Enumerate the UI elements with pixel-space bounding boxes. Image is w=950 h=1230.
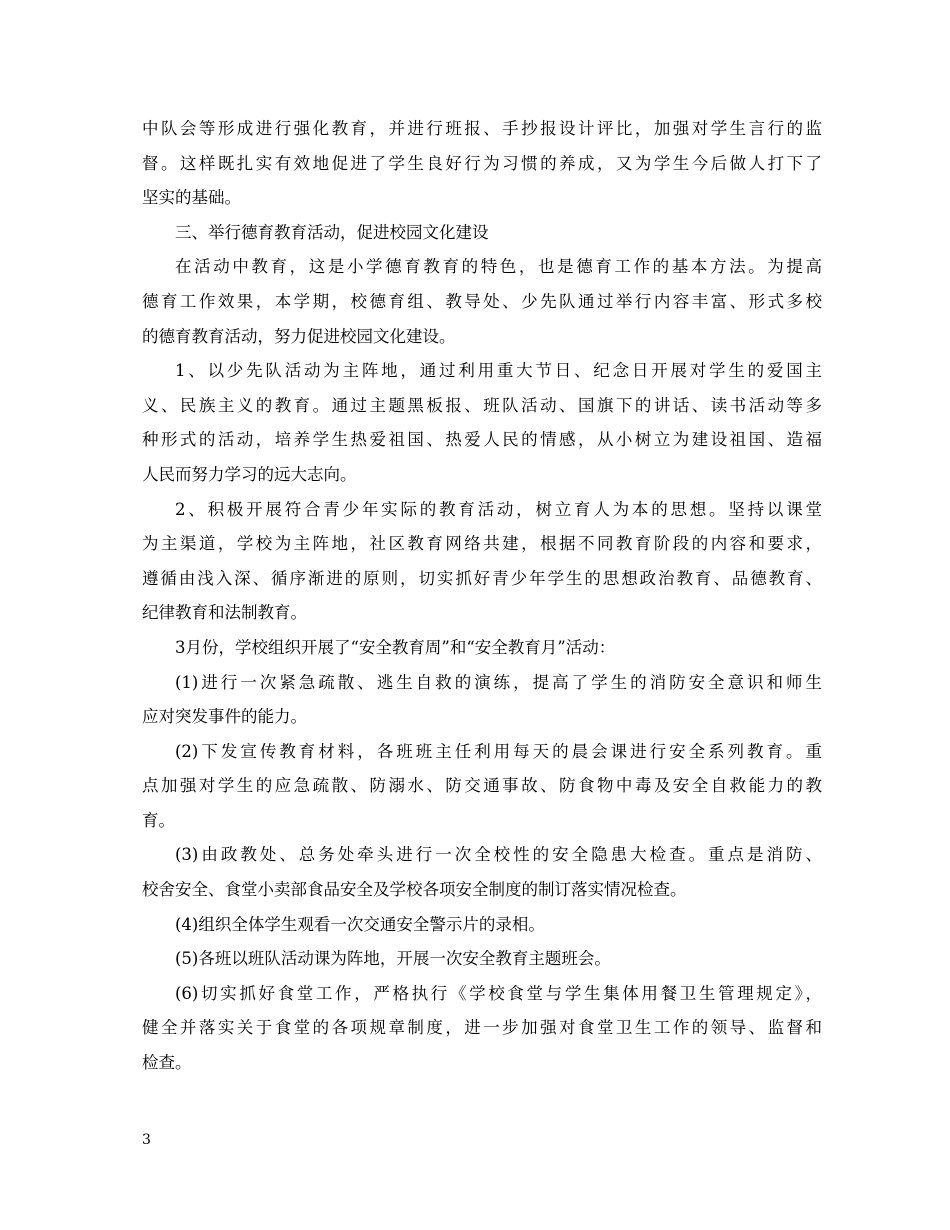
text-line: 点加强对学生的应急疏散、防溺水、防交通事故、防食物中毒及安全自救能力的教 — [142, 776, 822, 796]
text-line: 3月份，学校组织开展了“安全教育周”和“安全教育月”活动： — [175, 637, 616, 657]
text-line: 中队会等形成进行强化教育，并进行班报、手抄报设计评比，加强对学生言行的监 — [142, 119, 822, 138]
text-line: 的德育教育活动，努力促进校园文化建设。 — [142, 326, 456, 346]
text-line: 应对突发事件的能力。 — [142, 707, 307, 727]
text-line: 检查。 — [142, 1053, 192, 1073]
text-line: 坚实的基础。 — [142, 188, 241, 208]
text-line: (2)下发宣传教育材料，各班班主任利用每天的晨会课进行安全系列教育。重 — [175, 741, 822, 761]
text-line: 督。这样既扎实有效地促进了学生良好行为习惯的养成，又为学生今后做人打下了 — [142, 153, 822, 173]
text-line: 校舍安全、食堂小卖部食品安全及学校各项安全制度的制订落实情况检查。 — [142, 880, 687, 900]
text-line: (6)切实抓好食堂工作，严格执行《学校食堂与学生集体用餐卫生管理规定》， — [175, 983, 822, 1003]
text-line: 三、举行德育教育活动，促进校园文化建设 — [175, 222, 489, 242]
text-line: 义、民族主义的教育。通过主题黑板报、班队活动、国旗下的讲话、读书活动等多 — [142, 395, 822, 415]
text-line: 育。 — [142, 810, 175, 830]
text-line: (4)组织全体学生观看一次交通安全警示片的录相。 — [175, 914, 545, 934]
text-line: 种形式的活动，培养学生热爱祖国、热爱人民的情感，从小树立为建设祖国、造福 — [142, 430, 822, 450]
text-line: 2、积极开展符合青少年实际的教育活动，树立育人为本的思想。坚持以课堂 — [175, 499, 822, 519]
text-line: 人民而努力学习的远大志向。 — [142, 464, 357, 484]
document-body — [142, 112, 822, 1081]
text-line: 德育工作效果，本学期，校德育组、教导处、少先队通过举行内容丰富、形式多校 — [142, 291, 822, 311]
text-line: (3)由政教处、总务处牵头进行一次全校性的安全隐患大检查。重点是消防、 — [175, 845, 822, 865]
page-number: 3 — [142, 1132, 151, 1148]
text-line: 纪律教育和法制教育。 — [142, 603, 307, 623]
text-line: 在活动中教育，这是小学德育教育的特色，也是德育工作的基本方法。为提高 — [175, 257, 822, 277]
text-line: (5)各班以班队活动课为阵地，开展一次安全教育主题班会。 — [175, 949, 611, 969]
text-line: 健全并落实关于食堂的各项规章制度，进一步加强对食堂卫生工作的领导、监督和 — [142, 1018, 822, 1038]
text-line: (1)进行一次紧急疏散、逃生自救的演练，提高了学生的消防安全意识和师生 — [175, 672, 822, 692]
text-line: 为主渠道，学校为主阵地，社区教育网络共建，根据不同教育阶段的内容和要求， — [142, 534, 822, 554]
text-line: 1、以少先队活动为主阵地，通过利用重大节日、纪念日开展对学生的爱国主 — [175, 361, 822, 381]
text-line: 遵循由浅入深、循序渐进的原则，切实抓好青少年学生的思想政治教育、品德教育、 — [142, 568, 822, 588]
